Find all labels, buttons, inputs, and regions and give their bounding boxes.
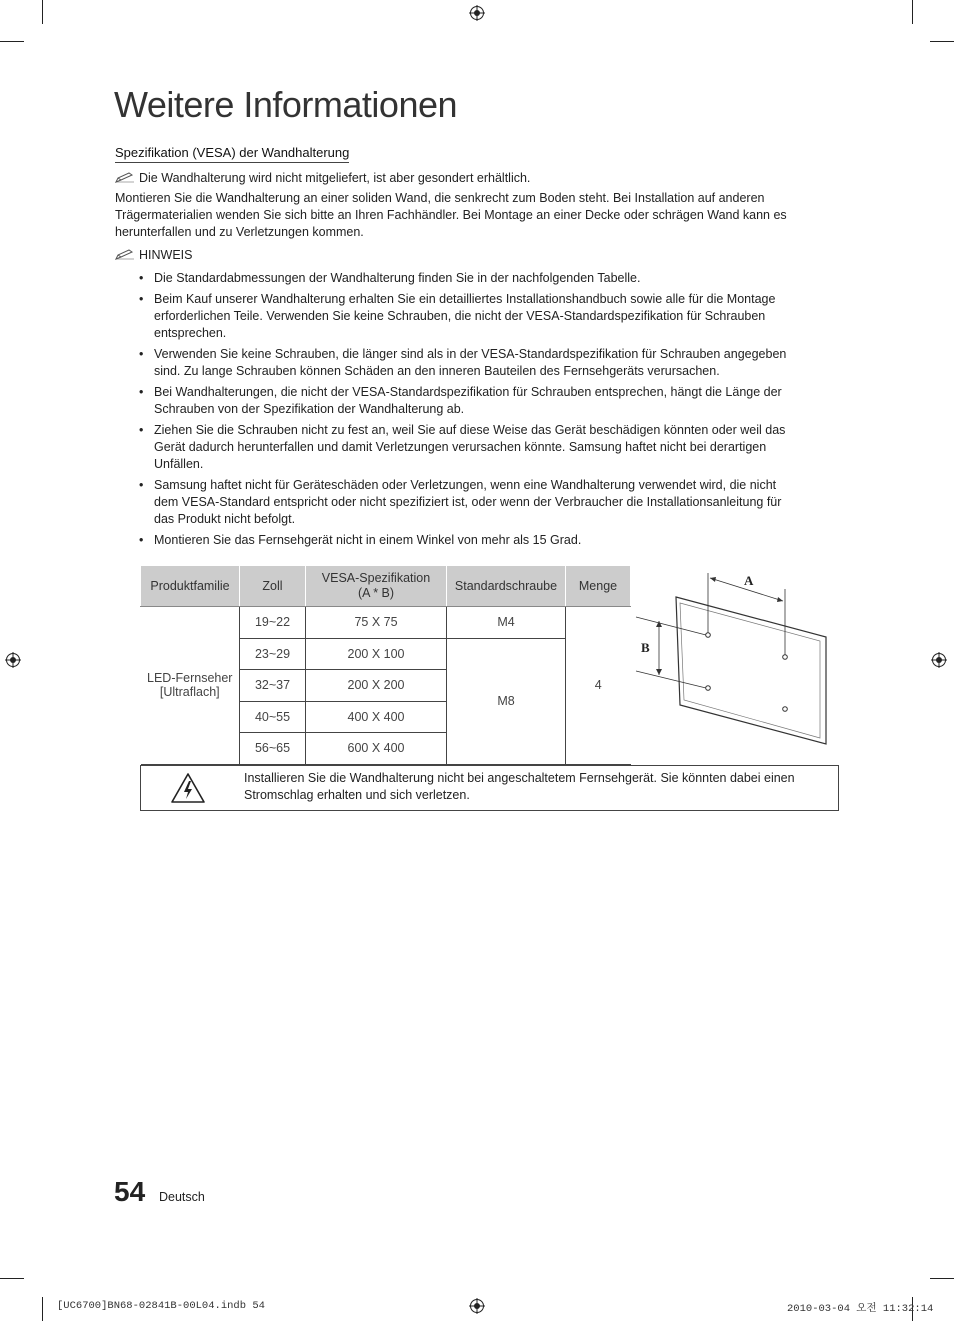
list-item xyxy=(139,270,819,287)
registration-mark-icon xyxy=(469,5,485,21)
hinweis-heading xyxy=(115,247,820,264)
arrowhead xyxy=(777,597,783,602)
registration-mark-icon xyxy=(469,1298,485,1314)
list-item-line: sind. Zu lange Schrauben können Schäden an den inneren Bauteilen des Fernsehgeräts verursachen. xyxy=(154,364,720,378)
screw-hole xyxy=(783,707,788,712)
list-item-line: • Samsung haftet nicht für Geräteschäden oder Verletzungen, wenn eine Wandhalterung verwendet wird, die nicht xyxy=(154,478,777,492)
pencil-note-icon xyxy=(115,249,135,261)
table-row xyxy=(141,607,631,639)
header-line: (A * B) xyxy=(357,586,395,600)
vesa-cell: 600 X 400 xyxy=(306,733,447,765)
list-item-line: erforderlichen Teile. Verwenden Sie keine Schrauben, die nicht der VESA-Standardspezifikation für Schrauben xyxy=(154,309,766,323)
list-item xyxy=(139,532,819,549)
list-item-line: • Die Standardabmessungen der Wandhalterung finden Sie in der nachfolgenden Tabelle. xyxy=(154,271,641,285)
label-b: B xyxy=(641,640,650,655)
warning-line: Installieren Sie die Wandhalterung nicht bei angeschaltetem Fernsehgerät. Sie könnten dabei einen xyxy=(244,771,795,785)
list-item-line: • Beim Kauf unserer Wandhalterung erhalten Sie ein detailliertes Installationshandbuch sowie alle für die Montage xyxy=(154,292,776,306)
list-item xyxy=(139,346,819,380)
section-heading: Spezifikation (VESA) der Wandhalterung xyxy=(115,145,349,163)
vesa-cell: 200 X 100 xyxy=(306,638,447,670)
intro-line: herunterfallen und zu Verletzungen kommen. xyxy=(115,225,364,239)
vesa-cell: 400 X 400 xyxy=(306,701,447,733)
column-header: Zoll xyxy=(240,566,306,607)
intro-line: Trägermaterialien wenden Sie sich bitte an Ihren Fachhändler. Bei Montage an einer Decke oder schrägen Wand kann es xyxy=(115,208,787,222)
registration-mark-icon xyxy=(931,652,947,668)
page-title: Weitere Informationen xyxy=(114,84,458,125)
warning-text xyxy=(244,770,824,804)
screw-cell: M8 xyxy=(447,638,566,764)
screw-hole xyxy=(706,633,711,638)
page-language: Deutsch xyxy=(159,1190,205,1204)
arrowhead xyxy=(656,621,662,627)
list-item-line: • Montieren Sie das Fernsehgerät nicht in einem Winkel von mehr als 15 Grad. xyxy=(154,533,582,547)
print-footer-left: [UC6700]BN68-02841B-00L04.indb 54 xyxy=(57,1300,265,1312)
crop-mark xyxy=(912,0,913,24)
screw-cell: M4 xyxy=(447,607,566,639)
list-item xyxy=(139,422,819,473)
list-item xyxy=(139,384,819,418)
tv-back-outline xyxy=(676,597,826,744)
list-item-line: Unfällen. xyxy=(154,457,204,471)
zoll-cell: 56~65 xyxy=(240,733,306,765)
header-line: VESA-Spezifikation xyxy=(321,571,431,585)
screw-hole xyxy=(783,655,788,660)
tv-vesa-diagram xyxy=(630,565,835,750)
cell-line: LED-Fernseher xyxy=(147,671,233,686)
product-family-cell xyxy=(141,607,240,765)
label-a: A xyxy=(744,573,754,588)
page-number: 54 xyxy=(114,1176,146,1207)
hinweis-list xyxy=(139,270,819,553)
intro-line: Montieren Sie die Wandhalterung an einer soliden Wand, die senkrecht zum Boden steht. Bei Installation auf anderen xyxy=(115,191,765,205)
list-item-line: dem VESA-Standard entspricht oder nicht spezifiziert ist, oder wenn der Verbraucher die Installationsanleitung für xyxy=(154,495,782,509)
note-text: Die Wandhalterung wird nicht mitgeliefert, ist aber gesondert erhältlich. xyxy=(139,171,531,185)
vesa-spec-table xyxy=(140,565,631,765)
list-item-line: • Verwenden Sie keine Schrauben, die länger sind als in der VESA-Standardspezifikation für Schrauben angegeben xyxy=(154,347,787,361)
column-header: Menge xyxy=(566,566,631,607)
menge-cell: 4 xyxy=(566,607,631,765)
pencil-note-icon xyxy=(115,172,135,184)
arrowhead xyxy=(710,577,716,582)
note-line xyxy=(115,170,820,187)
zoll-cell: 32~37 xyxy=(240,670,306,702)
crop-mark xyxy=(0,41,24,42)
warning-line: Stromschlag erhalten und sich verletzen. xyxy=(244,788,470,802)
list-item xyxy=(139,477,819,528)
hinweis-label: HINWEIS xyxy=(139,248,193,262)
crop-mark xyxy=(930,1278,954,1279)
zoll-cell: 40~55 xyxy=(240,701,306,733)
zoll-cell: 19~22 xyxy=(240,607,306,639)
list-item-line: • Bei Wandhalterungen, die nicht der VESA-Standardspezifikation für Schrauben entsprechen, hängt die Länge der xyxy=(154,385,782,399)
crop-mark xyxy=(42,0,43,24)
electric-shock-warning-icon xyxy=(170,772,206,804)
screw-hole xyxy=(706,686,711,691)
vesa-cell: 75 X 75 xyxy=(306,607,447,639)
warning-box xyxy=(140,765,839,811)
list-item xyxy=(139,291,819,342)
list-item-line: das Produkt nicht befolgt. xyxy=(154,512,296,526)
column-header: Produktfamilie xyxy=(141,566,240,607)
crop-mark xyxy=(42,1297,43,1321)
arrowhead xyxy=(656,669,662,675)
list-item-line: entsprechen. xyxy=(154,326,227,340)
zoll-cell: 23~29 xyxy=(240,638,306,670)
intro-paragraph xyxy=(115,190,820,241)
cell-line: [Ultraflach] xyxy=(159,685,220,700)
column-header xyxy=(306,566,447,607)
crop-mark xyxy=(930,41,954,42)
column-header: Standardschraube xyxy=(447,566,566,607)
registration-mark-icon xyxy=(5,652,21,668)
list-item-line: • Ziehen Sie die Schrauben nicht zu fest an, weil Sie auf diese Weise das Gerät beschädigen könnten oder weil das xyxy=(154,423,786,437)
list-item-line: Gerät dadurch herunterfallen und damit Verletzungen verursachen könnte. Samsung haftet nicht bei derartigen xyxy=(154,440,767,454)
list-item-line: Schrauben von der Spezifikation der Wandhalterung ab. xyxy=(154,402,465,416)
vesa-cell: 200 X 200 xyxy=(306,670,447,702)
crop-mark xyxy=(0,1278,24,1279)
print-footer-right: 2010-03-04 오전 11:32:14 xyxy=(787,1303,934,1315)
table-header-row xyxy=(141,566,631,607)
